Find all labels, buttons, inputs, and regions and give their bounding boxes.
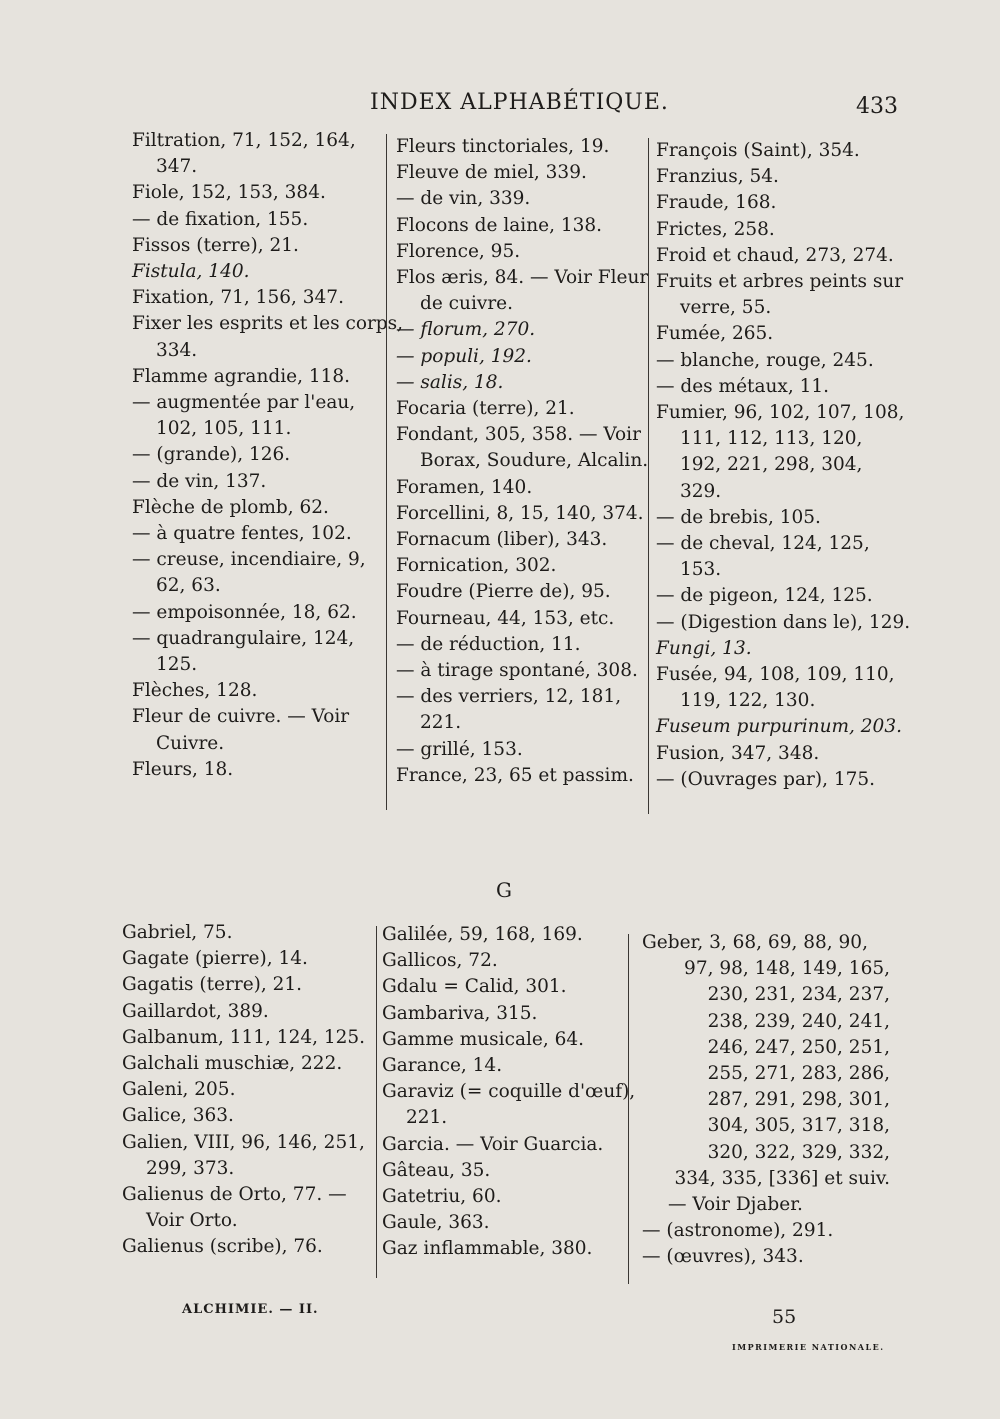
index-entry: — populi, 192. <box>396 345 532 367</box>
index-entry-continuation: 255, 271, 283, 286, <box>707 1063 890 1085</box>
index-entry: — quadrangulaire, 124, <box>132 627 355 649</box>
index-entry: Galbanum, 111, 124, 125. <box>122 1026 366 1048</box>
index-entry-continuation: Voir Orto. <box>146 1210 238 1232</box>
index-entry: Fuseum purpurinum, 203. <box>656 716 902 738</box>
index-entry: Garance, 14. <box>382 1055 503 1077</box>
index-entry-continuation: 246, 247, 250, 251, <box>707 1036 890 1058</box>
index-entry-continuation: 62, 63. <box>156 575 221 597</box>
index-entry: France, 23, 65 et passim. <box>396 764 634 786</box>
column-rule <box>648 138 649 814</box>
index-entry: Galien, VIII, 96, 146, 251, <box>122 1131 365 1153</box>
index-entry: — (Digestion dans le), 129. <box>656 611 911 633</box>
index-entry: Franzius, 54. <box>656 166 779 188</box>
index-entry: — creuse, incendiaire, 9, <box>132 549 366 571</box>
index-entry: — blanche, rouge, 245. <box>656 349 874 371</box>
index-entry: Fornacum (liber), 343. <box>396 529 608 551</box>
index-entry: — des verriers, 12, 181, <box>396 686 622 708</box>
index-entry: Fleuve de miel, 339. <box>396 162 587 184</box>
footer-book-title: ALCHIMIE. — II. <box>182 1302 319 1317</box>
index-entry: Gdalu = Calid, 301. <box>382 976 567 998</box>
index-entry-continuation: 192, 221, 298, 304, <box>680 454 863 476</box>
index-entry-continuation: 238, 239, 240, 241, <box>707 1010 890 1032</box>
index-entry: Florence, 95. <box>396 240 521 262</box>
index-entry: Gatetriu, 60. <box>382 1186 502 1208</box>
index-entry: — empoisonnée, 18, 62. <box>132 601 357 623</box>
index-entry-continuation: verre, 55. <box>680 297 772 319</box>
index-entry-continuation: 334. <box>156 339 198 361</box>
index-entry: — (grande), 126. <box>132 444 291 466</box>
index-entry: — salis, 18. <box>396 371 504 393</box>
index-column-f-2 <box>396 134 649 789</box>
index-entry: Filtration, 71, 152, 164, <box>132 130 356 151</box>
index-entry: — (œuvres), 343. <box>642 1246 804 1268</box>
index-entry: — (astronome), 291. <box>642 1220 834 1242</box>
index-entry-continuation: 153. <box>680 559 722 581</box>
index-entry: Froid et chaud, 273, 274. <box>656 244 894 266</box>
index-entry: — de fixation, 155. <box>132 208 309 230</box>
index-entry: Flocons de laine, 138. <box>396 214 603 236</box>
index-entry: — à quatre fentes, 102. <box>132 523 352 545</box>
index-entry: Fleur de cuivre. — Voir <box>132 706 350 728</box>
index-entry: Fiole, 152, 153, 384. <box>132 182 326 204</box>
index-entry-continuation: — Voir Djaber. <box>668 1194 803 1216</box>
index-entry-continuation: Cuivre. <box>156 732 225 754</box>
index-entry-continuation: 299, 373. <box>146 1157 235 1179</box>
index-column-f-3 <box>656 138 911 793</box>
index-entry: Gâteau, 35. <box>382 1159 491 1181</box>
index-entry: Garcia. — Voir Guarcia. <box>382 1133 604 1155</box>
index-entry: — de vin, 137. <box>132 470 267 492</box>
index-entry: Fourneau, 44, 153, etc. <box>396 607 615 629</box>
column-rule <box>376 926 377 1278</box>
index-entry: Gaz inflammable, 380. <box>382 1238 593 1260</box>
index-entry: Flèches, 128. <box>132 680 258 702</box>
index-entry: — grillé, 153. <box>396 738 523 760</box>
index-entry: — (Ouvrages par), 175. <box>656 768 876 790</box>
index-entry: Fornication, 302. <box>396 555 557 577</box>
index-entry: Garaviz (= coquille d'œuf), <box>382 1081 636 1103</box>
index-entry: — augmentée par l'eau, <box>132 392 356 414</box>
index-column-f-1 <box>132 128 404 783</box>
index-entry: Fumée, 265. <box>656 323 774 345</box>
index-entry: Forcellini, 8, 15, 140, 374. <box>396 502 644 524</box>
index-entry: Fusée, 94, 108, 109, 110, <box>656 664 895 686</box>
index-entry: Fixation, 71, 156, 347. <box>132 287 344 309</box>
index-entry: Gaillardot, 389. <box>122 1000 269 1022</box>
index-entry: Geber, 3, 68, 69, 88, 90, <box>642 932 868 953</box>
index-entry-continuation: 102, 105, 111. <box>156 418 292 440</box>
index-entry: Fusion, 347, 348. <box>656 742 820 764</box>
index-entry-continuation: 111, 112, 113, 120, <box>680 428 863 450</box>
index-entry: — de pigeon, 124, 125. <box>656 585 873 607</box>
index-entry-continuation: 347. <box>156 156 198 178</box>
index-entry-continuation: 221. <box>406 1107 448 1129</box>
printer-imprint: IMPRIMERIE NATIONALE. <box>732 1342 885 1352</box>
index-entry-continuation: 119, 122, 130. <box>680 690 816 712</box>
index-entry: Fondant, 305, 358. — Voir <box>396 424 641 446</box>
index-entry: Gagatis (terre), 21. <box>122 974 303 996</box>
index-entry: Fumier, 96, 102, 107, 108, <box>656 402 905 424</box>
index-entry: Gamme musicale, 64. <box>382 1028 585 1050</box>
index-entry-continuation: 329. <box>680 480 722 502</box>
index-entry: Galienus (scribe), 76. <box>122 1236 323 1258</box>
index-column-g-2 <box>382 922 636 1263</box>
column-rule <box>386 134 387 810</box>
index-entry-continuation: 230, 231, 234, 237, <box>707 984 890 1006</box>
index-entry: — de réduction, 11. <box>396 633 581 655</box>
index-entry: Frictes, 258. <box>656 218 775 240</box>
index-column-g-1 <box>122 920 372 1261</box>
index-entry: Galice, 363. <box>122 1105 234 1127</box>
index-entry: Fixer les esprits et les corps, <box>132 313 404 335</box>
index-entry-continuation: 287, 291, 298, 301, <box>707 1089 890 1111</box>
index-entry: Gallicos, 72. <box>382 950 498 972</box>
signature-mark: 55 <box>772 1306 797 1328</box>
index-entry: Fleurs tinctoriales, 19. <box>396 136 610 157</box>
index-entry-continuation: de cuivre. <box>420 293 513 315</box>
index-entry-continuation: 125. <box>156 654 198 676</box>
page-number: 433 <box>856 94 898 119</box>
index-entry: Gagate (pierre), 14. <box>122 948 308 970</box>
index-entry: Fissos (terre), 21. <box>132 234 299 256</box>
index-entry-continuation: 320, 322, 329, 332, <box>707 1141 890 1163</box>
index-entry: Fungi, 13. <box>656 637 752 659</box>
index-entry: — à tirage spontané, 308. <box>396 660 638 682</box>
index-entry-continuation: Borax, Soudure, Alcalin. <box>420 450 649 472</box>
index-entry: Fruits et arbres peints sur <box>656 271 904 293</box>
index-entry: Galeni, 205. <box>122 1079 236 1101</box>
index-entry: Foramen, 140. <box>396 476 533 498</box>
index-entry: Flos æris, 84. — Voir Fleur <box>396 267 649 289</box>
index-entry: Gaule, 363. <box>382 1212 490 1234</box>
index-entry: Fleurs, 18. <box>132 758 234 780</box>
index-entry-continuation: 221. <box>420 712 462 734</box>
running-head: INDEX ALPHABÉTIQUE. <box>370 90 669 115</box>
section-letter-g: G <box>496 878 512 902</box>
index-entry: Fistula, 140. <box>132 261 250 283</box>
index-entry: Fraude, 168. <box>656 192 777 214</box>
index-entry-continuation: 97, 98, 148, 149, 165, <box>684 958 890 980</box>
index-entry: — des métaux, 11. <box>656 375 830 397</box>
index-entry-continuation: 304, 305, 317, 318, <box>707 1115 890 1137</box>
index-entry: — de brebis, 105. <box>656 506 821 528</box>
index-entry: François (Saint), 354. <box>656 140 860 161</box>
index-entry: Galchali muschiæ, 222. <box>122 1053 343 1075</box>
index-entry: — florum, 270. <box>396 319 536 341</box>
index-entry: Galilée, 59, 168, 169. <box>382 924 583 945</box>
index-entry: Flamme agrandie, 118. <box>132 365 351 387</box>
index-entry: Foudre (Pierre de), 95. <box>396 581 611 603</box>
index-entry: Gabriel, 75. <box>122 922 233 943</box>
index-entry: — de cheval, 124, 125, <box>656 533 870 555</box>
index-entry: Gambariva, 315. <box>382 1002 538 1024</box>
index-column-g-3 <box>642 930 890 1271</box>
index-entry-continuation: 334, 335, [336] et suiv. <box>674 1167 890 1189</box>
index-entry: Flèche de plomb, 62. <box>132 496 329 518</box>
index-entry: Focaria (terre), 21. <box>396 398 575 420</box>
column-rule <box>628 934 629 1284</box>
index-entry: — de vin, 339. <box>396 188 531 210</box>
index-entry: Galienus de Orto, 77. — <box>122 1184 347 1206</box>
